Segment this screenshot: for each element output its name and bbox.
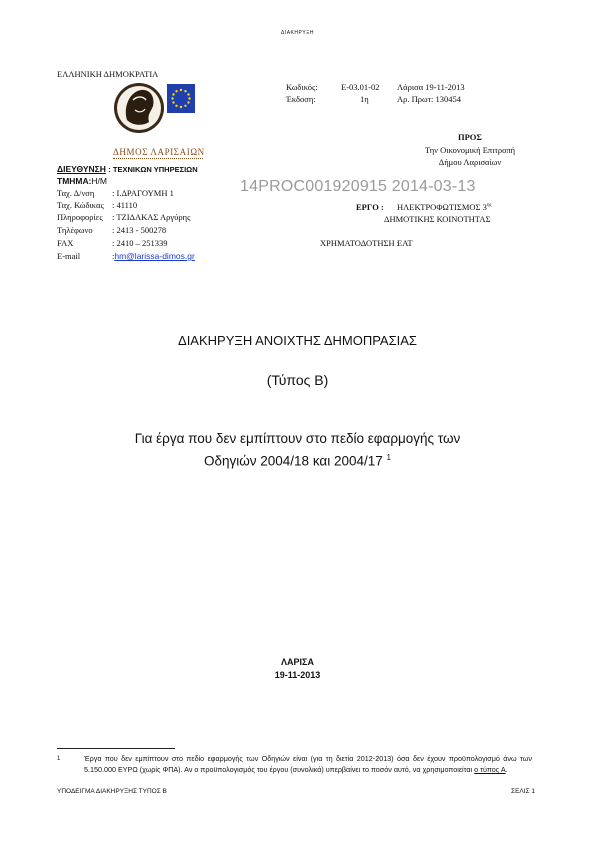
postal-label: Ταχ. Κώδικας xyxy=(57,200,104,210)
footnote-ref-mark: 1 xyxy=(386,453,392,462)
project-label: ΕΡΓΟ : xyxy=(356,202,384,212)
department-label: ΔΙΕΥΘΥΝΣΗ xyxy=(57,164,106,174)
edition-label: Έκδοση: xyxy=(286,94,316,104)
phone-label: Τηλέφωνο xyxy=(57,225,93,235)
recipient-to: ΠΡΟΣ xyxy=(458,132,482,142)
phone-value: : 2413 - 500278 xyxy=(112,225,167,235)
department-line xyxy=(57,164,198,174)
document-type: (Τύπος Β) xyxy=(266,372,329,388)
funding-value: ΕΑΤ xyxy=(397,238,413,248)
postal-row xyxy=(57,200,137,210)
project-value-sup: ης xyxy=(486,202,492,209)
date: 19-11-2013 xyxy=(274,670,321,680)
code-row xyxy=(286,82,465,92)
municipality-emblem-icon xyxy=(113,80,165,138)
project-value-text: ΗΛΕΚΤΡΟΦΩΤΙΣΜΟΣ 3 xyxy=(397,202,487,212)
phone-row xyxy=(57,225,166,235)
top-label: ΔΙΑΚΗΡΥΞΗ xyxy=(280,30,315,36)
funding-label: ΧΡΗΜΑΤΟΔΟΤΗΣΗ : xyxy=(320,238,400,248)
document-subtitle xyxy=(60,429,535,471)
email-link[interactable]: hm@larissa-dimos.gr xyxy=(114,251,195,261)
footnote-mark: 1 xyxy=(57,756,61,762)
section-line xyxy=(57,176,107,186)
edition-value: 1η xyxy=(360,94,369,104)
info-row xyxy=(57,212,190,222)
process-code: 14PROC001920915 2014-03-13 xyxy=(240,178,476,195)
email-colon: : xyxy=(112,251,115,261)
protocol-value: Αρ. Πρωτ: 130454 xyxy=(397,94,462,104)
address-value: : Ι.ΔΡΑΓΟΥΜΗ 1 xyxy=(112,188,174,198)
footnote-separator xyxy=(57,748,175,749)
republic-heading: ΕΛΛΗΝΙΚΗ ΔΗΜΟΚΡΑΤΙΑ xyxy=(57,69,159,79)
edition-row xyxy=(286,94,461,104)
info-value: : ΤΖΙΔΑΚΑΣ Αργύρης xyxy=(112,212,191,222)
email-row xyxy=(57,251,195,261)
subtitle-line2-text: Οδηγιών 2004/18 και 2004/17 xyxy=(203,453,383,469)
footnote-body: Έργα που δεν εμπίπτουν στο πεδίο εφαρμογής των Οδηγιών είναι (για τη διετία 2012-2013) όσα δεν έχουν προϋπολογισμό άνω των 5.150.000 ΕΥΡΩ (χωρίς ΦΠΑ). Αν ο προϋπολογισμός του έργου (συνολικά) υπερβαίνει το ποσόν αυτό, να χρησιμοποιείται xyxy=(84,754,532,774)
project-value-line2: ΔΗΜΟΤΙΚΗΣ ΚΟΙΝΟΤΗΤΑΣ xyxy=(384,214,491,224)
fax-label: FAX xyxy=(57,238,74,248)
document-title: ΔΙΑΚΗΡΥΞΗ ΑΝΟΙΧΤΗΣ ΔΗΜΟΠΡΑΣΙΑΣ xyxy=(178,333,417,348)
footnote-text xyxy=(84,753,532,775)
address-label: Ταχ. Δ/νση xyxy=(57,188,95,198)
code-label: Κωδικός: xyxy=(286,82,318,92)
logo-underline xyxy=(113,158,203,159)
department-value: : ΤΕΧΝΙΚΩΝ ΥΠΗΡΕΣΙΩΝ xyxy=(108,165,198,174)
address-row xyxy=(57,188,174,198)
footer-right: ΣΕΛΙΣ 1 xyxy=(511,788,535,795)
postal-value: : 41110 xyxy=(112,200,138,210)
municipality-logo-text: ΔΗΜΟΣ ΛΑΡΙΣΑΙΩΝ xyxy=(113,147,205,157)
section-value: Η/Μ xyxy=(91,176,107,186)
subtitle-line1: Για έργα που δεν εμπίπτουν στο πεδίο εφαρμογής των xyxy=(134,431,461,446)
recipient-line2: Δήμου Λαρισαίων xyxy=(438,157,502,167)
date-value: Λάρισα 19-11-2013 xyxy=(397,82,465,92)
place: ΛΑΡΙΣΑ xyxy=(281,657,314,667)
fax-row xyxy=(57,238,168,248)
subtitle-line2 xyxy=(60,448,535,471)
footer-left: ΥΠΟΔΕΙΓΜΑ ΔΙΑΚΗΡΥΞΗΣ ΤΥΠΟΣ Β xyxy=(57,788,167,795)
recipient-line1: Την Οικονομική Επιτροπή xyxy=(424,145,516,155)
project-value-line1 xyxy=(397,202,492,212)
fax-value: : 2410 – 251339 xyxy=(112,238,168,248)
section-label: ΤΜΗΜΑ: xyxy=(57,176,92,186)
eu-flag-icon xyxy=(167,84,195,113)
code-value: Ε-03.01-02 xyxy=(341,82,380,92)
footnote-link[interactable]: ο τύπος Α xyxy=(474,765,506,774)
info-label: Πληροφορίες xyxy=(57,212,103,222)
email-label: E-mail xyxy=(57,251,81,261)
footnote-end: . xyxy=(505,765,508,774)
